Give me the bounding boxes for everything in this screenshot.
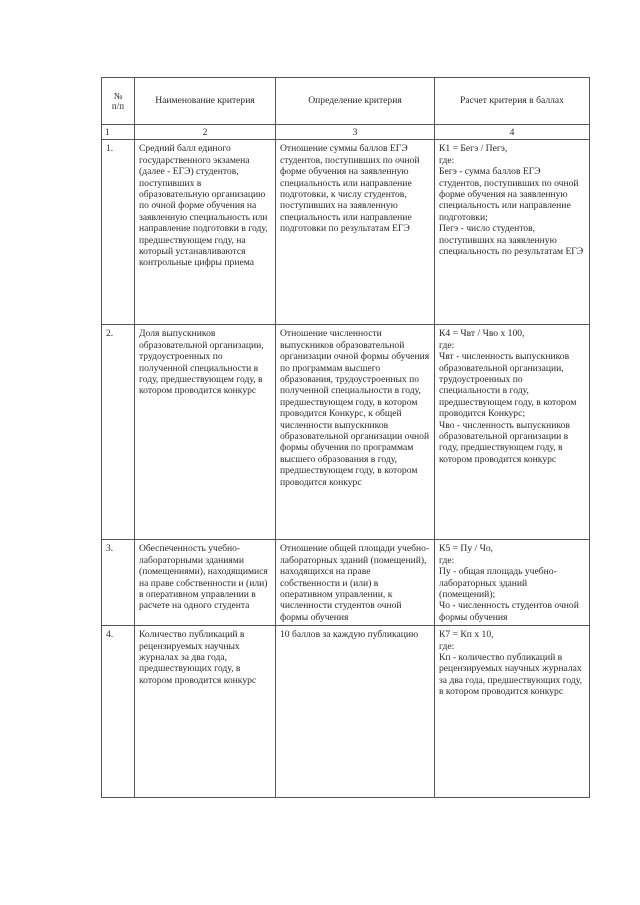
table-row (102, 626, 590, 798)
row-number: 2. (102, 325, 135, 540)
column-number: 2 (135, 125, 276, 140)
row-number: 1. (102, 140, 135, 325)
row-number: 4. (102, 626, 135, 798)
criteria-table (101, 77, 590, 798)
criterion-calculation: К5 = Пу / Чо, где: Пу - общая площадь учебно-лабораторных зданий (помещений); Чо - численность студентов очной формы обучения (435, 540, 590, 626)
criterion-calculation: К1 = Бегэ / Пегэ, где: Бегэ - сумма баллов ЕГЭ студентов, поступивших по очной форме обучения на заявленную специальность или направление подготовки; Пегэ - число студентов, поступивших на заявленную специальность по результатам ЕГЭ (435, 140, 590, 325)
criterion-definition: Отношение общей площади учебно-лабораторных зданий (помещений), находящихся на праве собственности и (или) в оперативном управлении, к численности студентов очной формы обучения (276, 540, 435, 626)
criterion-name: Доля выпускников образовательной организации, трудоустроенных по полученной специальности в году, предшествующем году, в котором проводится конкурс (135, 325, 276, 540)
criterion-name: Количество публикаций в рецензируемых научных журналах за два года, предшествующих году, в котором проводится конкурс (135, 626, 276, 798)
header-criterion-calculation: Расчет критерия в баллах (435, 78, 590, 125)
criterion-definition: Отношение суммы баллов ЕГЭ студентов, поступивших по очной форме обучения на заявленную специальность или направление подготовки, к числу студентов, поступивших на заявленную специальность или направление подготовки по результатам ЕГЭ (276, 140, 435, 325)
header-number: № п/п (102, 78, 135, 125)
column-number: 4 (435, 125, 590, 140)
criterion-definition: 10 баллов за каждую публикацию (276, 626, 435, 798)
table-row (102, 325, 590, 540)
column-number-row (102, 125, 590, 140)
table-header-row (102, 78, 590, 125)
criterion-calculation: К4 = Чвт / Чво x 100, где: Чвт - численность выпускников образовательной организации, трудоустроенных по специальности в году, предшествующем году, в котором проводится Конкурс; Чво - численность выпускников образовательной организации в году, предшествующем году, в котором проводится конкурс (435, 325, 590, 540)
criterion-name: Обеспеченность учебно-лабораторными зданиями (помещениями), находящимися на праве собственности и (или) в оперативном управлении в расчете на одного студента (135, 540, 276, 626)
table-row (102, 140, 590, 325)
criterion-calculation: К7 = Кп x 10, где: Кп - количество публикаций в рецензируемых научных журналах за два года, предшествующих году, в котором проводится конкурс (435, 626, 590, 798)
row-number: 3. (102, 540, 135, 626)
table-row (102, 540, 590, 626)
criterion-name: Средний балл единого государственного экзамена (далее - ЕГЭ) студентов, поступивших в образовательную организацию по очной форме обучения на заявленную специальность или направление подготовки в году, предшествующем году, на который устанавливаются контрольные цифры приема (135, 140, 276, 325)
column-number: 3 (276, 125, 435, 140)
column-number: 1 (102, 125, 135, 140)
criterion-definition: Отношение численности выпускников образовательной организации очной формы обучения по программам высшего образования, трудоустроенных по полученной специальности в году, предшествующем году, в котором проводится Конкурс, к общей численности выпускников образовательной организации очной формы обучения по программам высшего образования в году, предшествующем году, в котором проводится конкурс (276, 325, 435, 540)
header-criterion-definition: Определение критерия (276, 78, 435, 125)
header-criterion-name: Наименование критерия (135, 78, 276, 125)
